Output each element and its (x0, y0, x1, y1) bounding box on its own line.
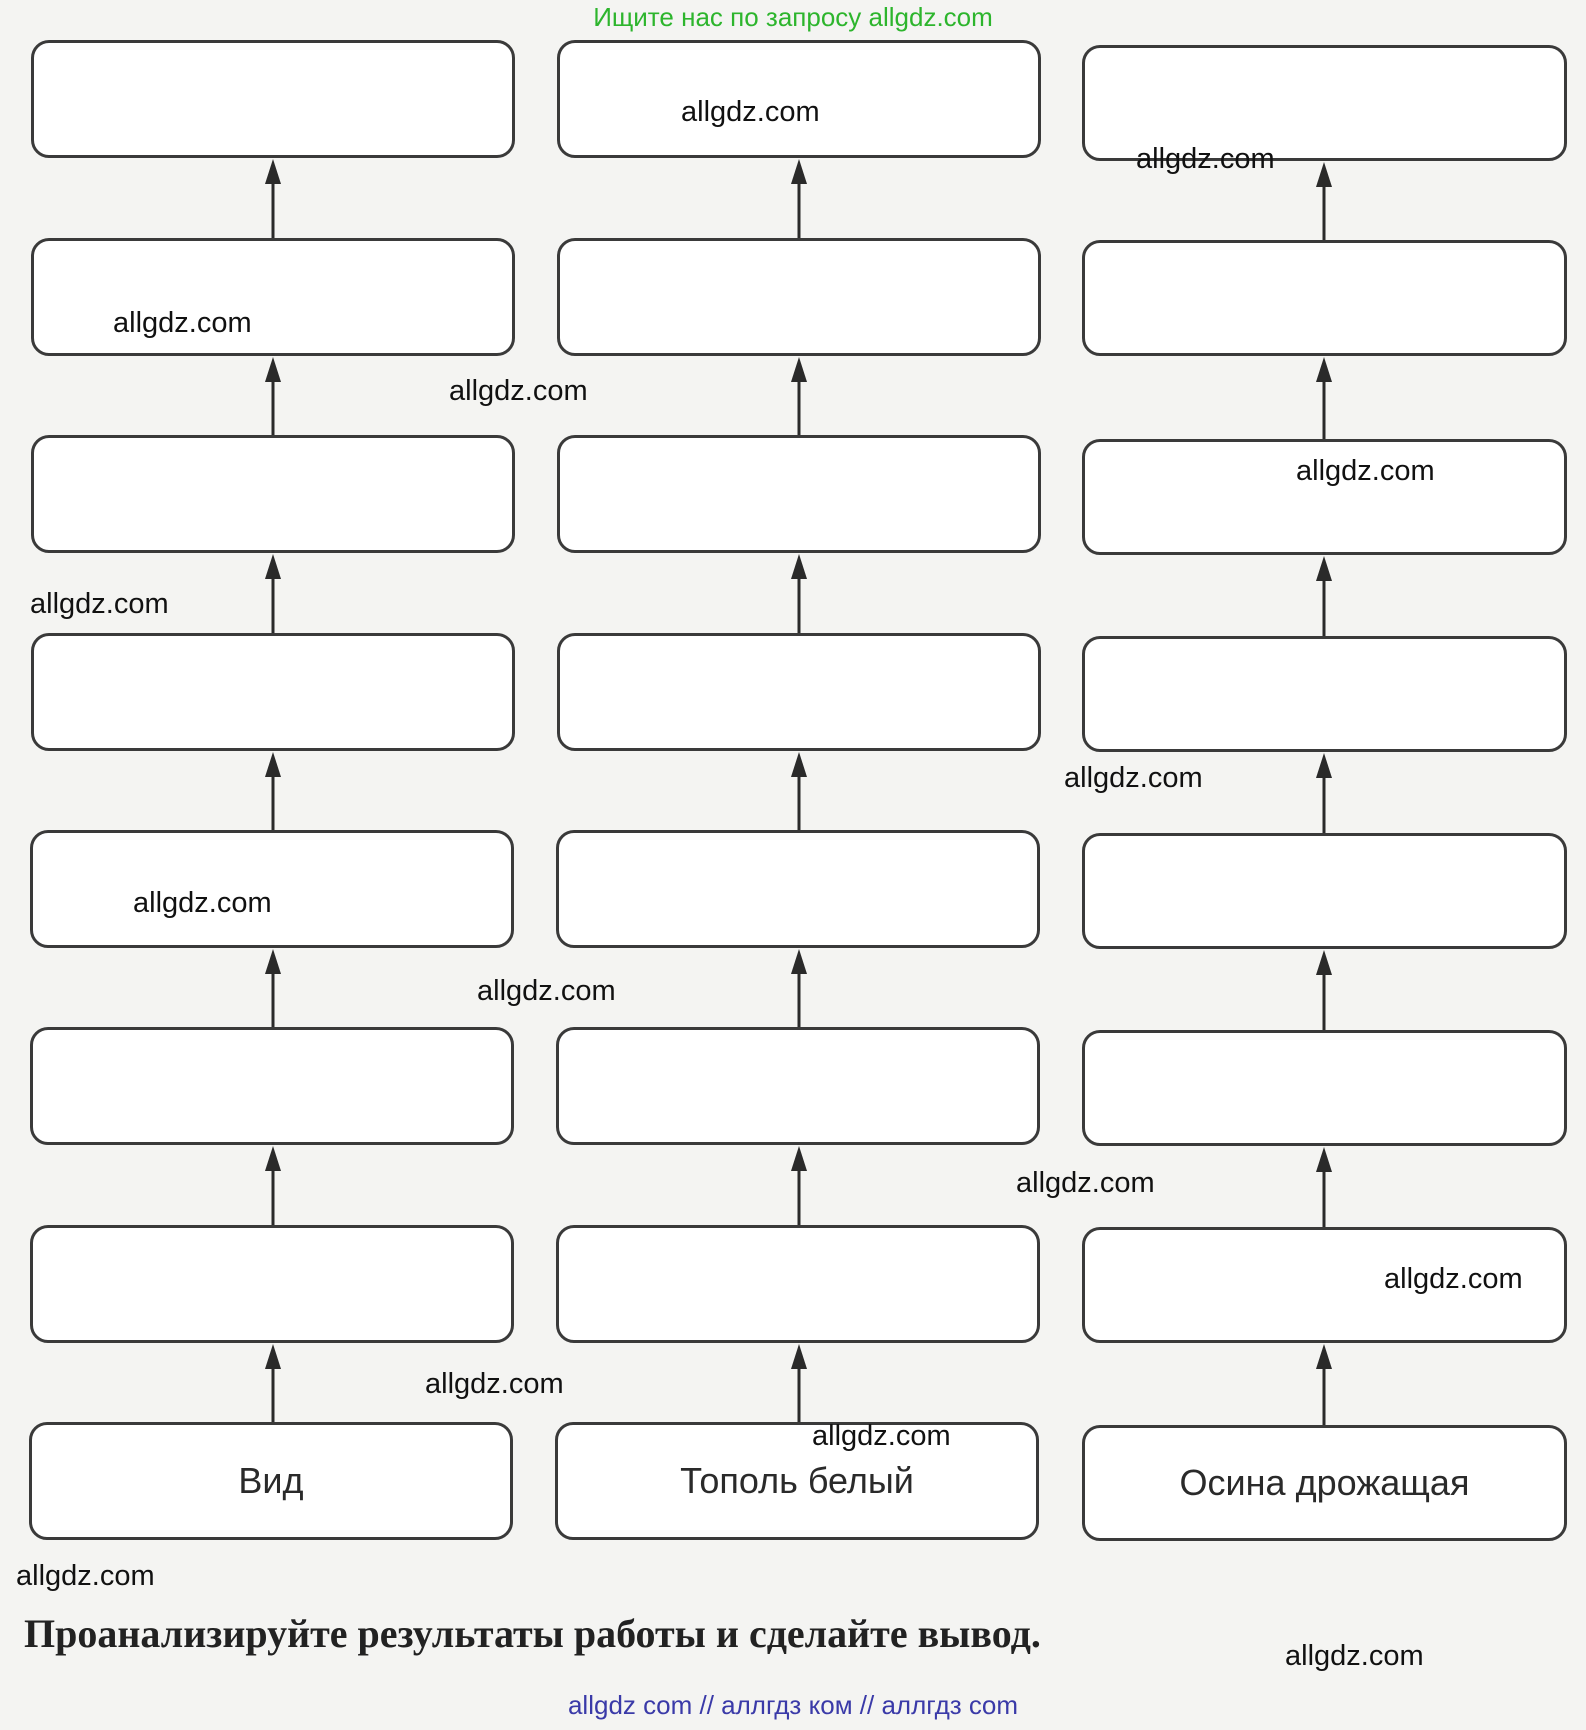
watermark: allgdz.com (133, 887, 272, 919)
col2-box-7[interactable] (556, 1225, 1040, 1343)
arrow-head-icon (1316, 1344, 1332, 1369)
col2-box-5[interactable] (556, 830, 1040, 948)
col1-box-7[interactable] (30, 1225, 514, 1343)
arrow-head-icon (791, 1146, 807, 1171)
arrow-head-icon (791, 159, 807, 184)
arrow-head-icon (265, 1344, 281, 1369)
col3-base-label: Осина дрожащая (1179, 1462, 1470, 1503)
watermark: allgdz.com (477, 975, 616, 1007)
arrow-head-icon (265, 752, 281, 777)
arrow-head-icon (1316, 162, 1332, 187)
bottom-banner: allgdz com // аллгдз ком // аллгдз com (567, 1690, 1019, 1720)
col1-box-3[interactable] (31, 435, 515, 553)
watermark: allgdz.com (1136, 143, 1275, 175)
arrow-head-icon (265, 554, 281, 579)
col1-box-1[interactable] (31, 40, 515, 158)
col2-box-base[interactable] (555, 1422, 1039, 1540)
arrow-head-icon (1316, 556, 1332, 581)
col1-box-5[interactable] (30, 830, 514, 948)
arrow-head-icon (791, 357, 807, 382)
col2-base-label: Тополь белый (680, 1460, 914, 1501)
watermark: allgdz.com (681, 96, 820, 128)
col2-box-3[interactable] (557, 435, 1041, 553)
arrow-head-icon (265, 949, 281, 974)
col1-base-label: Вид (238, 1460, 304, 1501)
watermark: allgdz.com (1016, 1167, 1155, 1199)
col1-box-4[interactable] (31, 633, 515, 751)
conclusion-instruction: Проанализируйте результаты работы и сделайте вывод. (24, 1611, 1041, 1656)
arrow-head-icon (1316, 1147, 1332, 1172)
watermark: allgdz.com (812, 1420, 951, 1452)
arrow-head-icon (1316, 357, 1332, 382)
watermark: allgdz.com (449, 375, 588, 407)
watermark: allgdz.com (425, 1368, 564, 1400)
arrow-head-icon (791, 752, 807, 777)
arrow-head-icon (265, 1146, 281, 1171)
col3-box-base[interactable] (1082, 1425, 1567, 1541)
arrow-head-icon (791, 949, 807, 974)
arrow-head-icon (1316, 753, 1332, 778)
arrow-head-icon (265, 159, 281, 184)
arrow-head-icon (1316, 950, 1332, 975)
col1-box-base[interactable] (29, 1422, 513, 1540)
col2-box-4[interactable] (557, 633, 1041, 751)
col1-box-2[interactable] (31, 238, 515, 356)
watermark: allgdz.com (1384, 1263, 1523, 1295)
watermark: allgdz.com (30, 588, 169, 620)
col1-box-6[interactable] (30, 1027, 514, 1145)
col2-box-2[interactable] (557, 238, 1041, 356)
col2-box-6[interactable] (556, 1027, 1040, 1145)
arrow-head-icon (265, 357, 281, 382)
arrow-head-icon (791, 1344, 807, 1369)
watermark: allgdz.com (1296, 455, 1435, 487)
col3-box-2[interactable] (1082, 240, 1567, 356)
arrow-head-icon (791, 554, 807, 579)
watermark: allgdz.com (1064, 762, 1203, 794)
watermark: allgdz.com (113, 307, 252, 339)
watermark: allgdz.com (16, 1560, 155, 1592)
top-banner: Ищите нас по запросу allgdz.com (593, 2, 993, 32)
col3-box-6[interactable] (1082, 1030, 1567, 1146)
watermark: allgdz.com (1285, 1640, 1424, 1672)
col3-box-4[interactable] (1082, 636, 1567, 752)
col3-box-5[interactable] (1082, 833, 1567, 949)
